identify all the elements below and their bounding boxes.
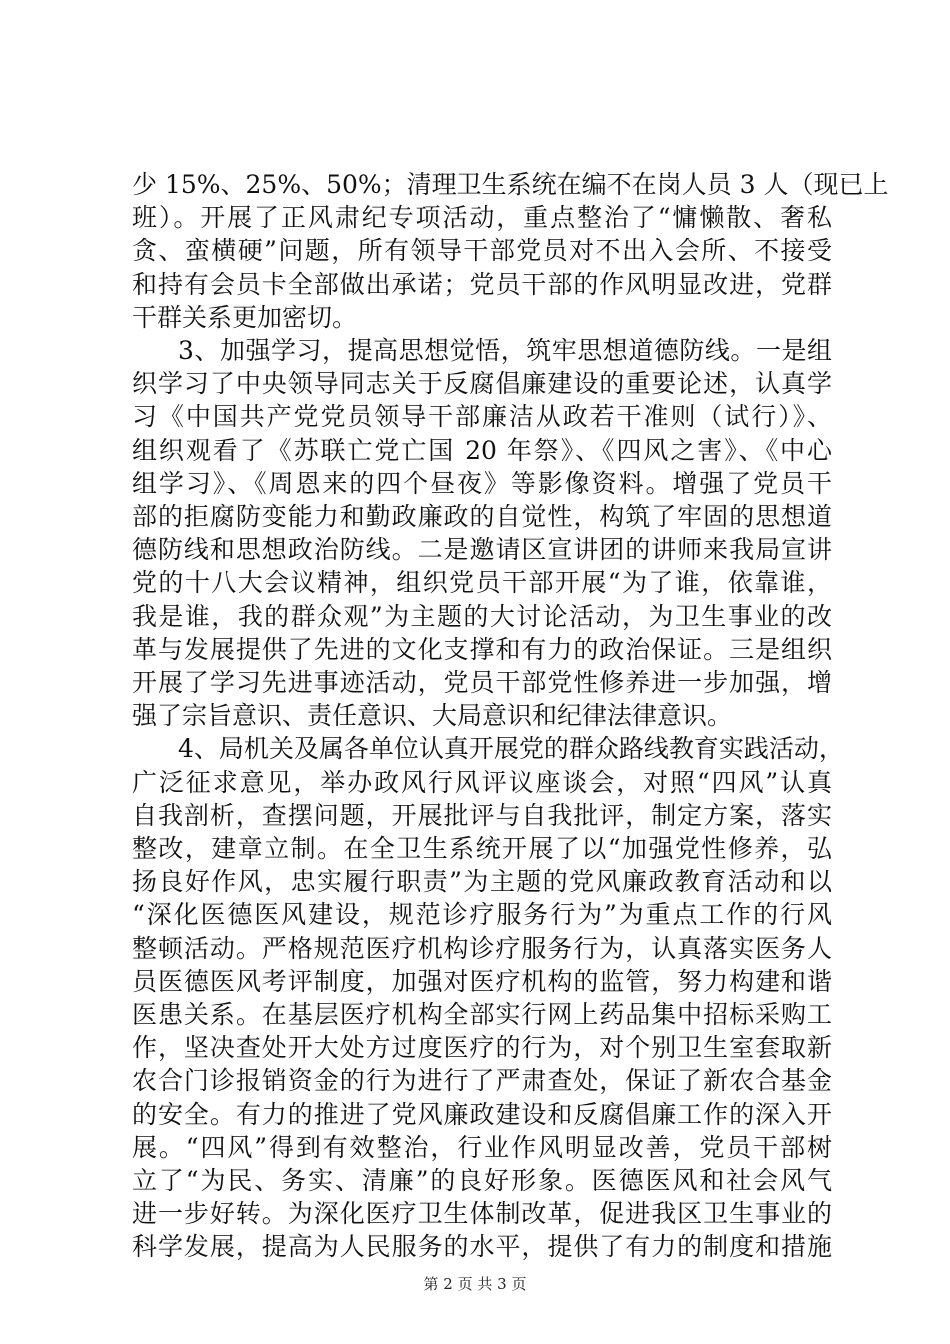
text-line: 作，坚决查处开大处方过度医疗的行为，对个别卫生室套取新	[132, 1033, 832, 1062]
text-line: 我是谁，我的群众观”为主题的大讨论活动，为卫生事业的改	[132, 602, 832, 631]
text-line: 立了“为民、务实、清廉”的良好形象。医德医风和社会风气	[132, 1166, 832, 1195]
text-line: 干群关系更加密切。	[132, 303, 358, 332]
paragraph-start-line: 3、加强学习，提高思想觉悟，筑牢思想道德防线。一是组	[178, 336, 832, 365]
text-line: 自我剖析，查摆问题，开展批评与自我批评，制定方案，落实	[132, 801, 832, 830]
text-line: 进一步好转。为深化医疗卫生体制改革，促进我区卫生事业的	[132, 1199, 832, 1228]
text-line: 开展了学习先进事迹活动，党员干部党性修养进一步加强，增	[132, 668, 832, 697]
text-line: 习《中国共产党党员领导干部廉洁从政若干准则（试行）》、	[132, 402, 832, 431]
page-footer: 第 2 页 共 3 页	[423, 1275, 527, 1293]
text-line: 农合门诊报销资金的行为进行了严肃查处，保证了新农合基金	[132, 1066, 832, 1095]
text-line: 组学习》、《周恩来的四个昼夜》等影像资料。增强了党员干	[132, 469, 832, 498]
text-line: 科学发展，提高为人民服务的水平，提供了有力的制度和措施	[132, 1232, 832, 1261]
text-line: 扬良好作风，忠实履行职责”为主题的党风廉政教育活动和以	[132, 867, 832, 896]
text-line: 少 15%、25%、50%；清理卫生系统在编不在岗人员 3 人（现已上	[132, 170, 889, 199]
text-line: 德防线和思想政治防线。二是邀请区宣讲团的讲师来我局宣讲	[132, 535, 832, 564]
text-line: 医患关系。在基层医疗机构全部实行网上药品集中招标采购工	[132, 1000, 832, 1029]
text-line: 展。“四风”得到有效整治，行业作风明显改善，党员干部树	[132, 1133, 832, 1162]
text-line: 党的十八大会议精神，组织党员干部开展“为了谁，依靠谁，	[132, 568, 832, 597]
text-line: 整改，建章立制。在全卫生系统开展了以“加强党性修养，弘	[132, 834, 832, 863]
text-line: 广泛征求意见，举办政风行风评议座谈会，对照“四风”认真	[132, 768, 832, 797]
text-line: 班）。开展了正风肃纪专项活动，重点整治了“慵懒散、奢私	[132, 203, 832, 232]
paragraph-start-line: 4、局机关及属各单位认真开展党的群众路线教育实践活动，	[178, 734, 844, 763]
text-line: 部的拒腐防变能力和勤政廉政的自觉性，构筑了牢固的思想道	[132, 502, 832, 531]
text-line: 贪、蛮横硬”问题，所有领导干部党员对不出入会所、不接受	[132, 236, 832, 265]
text-line: 员医德医风考评制度，加强对医疗机构的监管，努力构建和谐	[132, 967, 832, 996]
text-line: “深化医德医风建设，规范诊疗服务行为”为重点工作的行风	[132, 900, 832, 929]
text-line: 的安全。有力的推进了党风廉政建设和反腐倡廉工作的深入开	[132, 1100, 832, 1129]
text-line: 革与发展提供了先进的文化支撑和有力的政治保证。三是组织	[132, 635, 832, 664]
text-line: 和持有会员卡全部做出承诺；党员干部的作风明显改进，党群	[132, 270, 832, 299]
text-line: 组织观看了《苏联亡党亡国 20 年祭》、《四风之害》、《中心	[132, 436, 832, 465]
text-line: 织学习了中央领导同志关于反腐倡廉建设的重要论述，认真学	[132, 369, 832, 398]
text-line: 强了宗旨意识、责任意识、大局意识和纪律法律意识。	[132, 701, 733, 730]
text-line: 整顿活动。严格规范医疗机构诊疗服务行为，认真落实医务人	[132, 934, 832, 963]
